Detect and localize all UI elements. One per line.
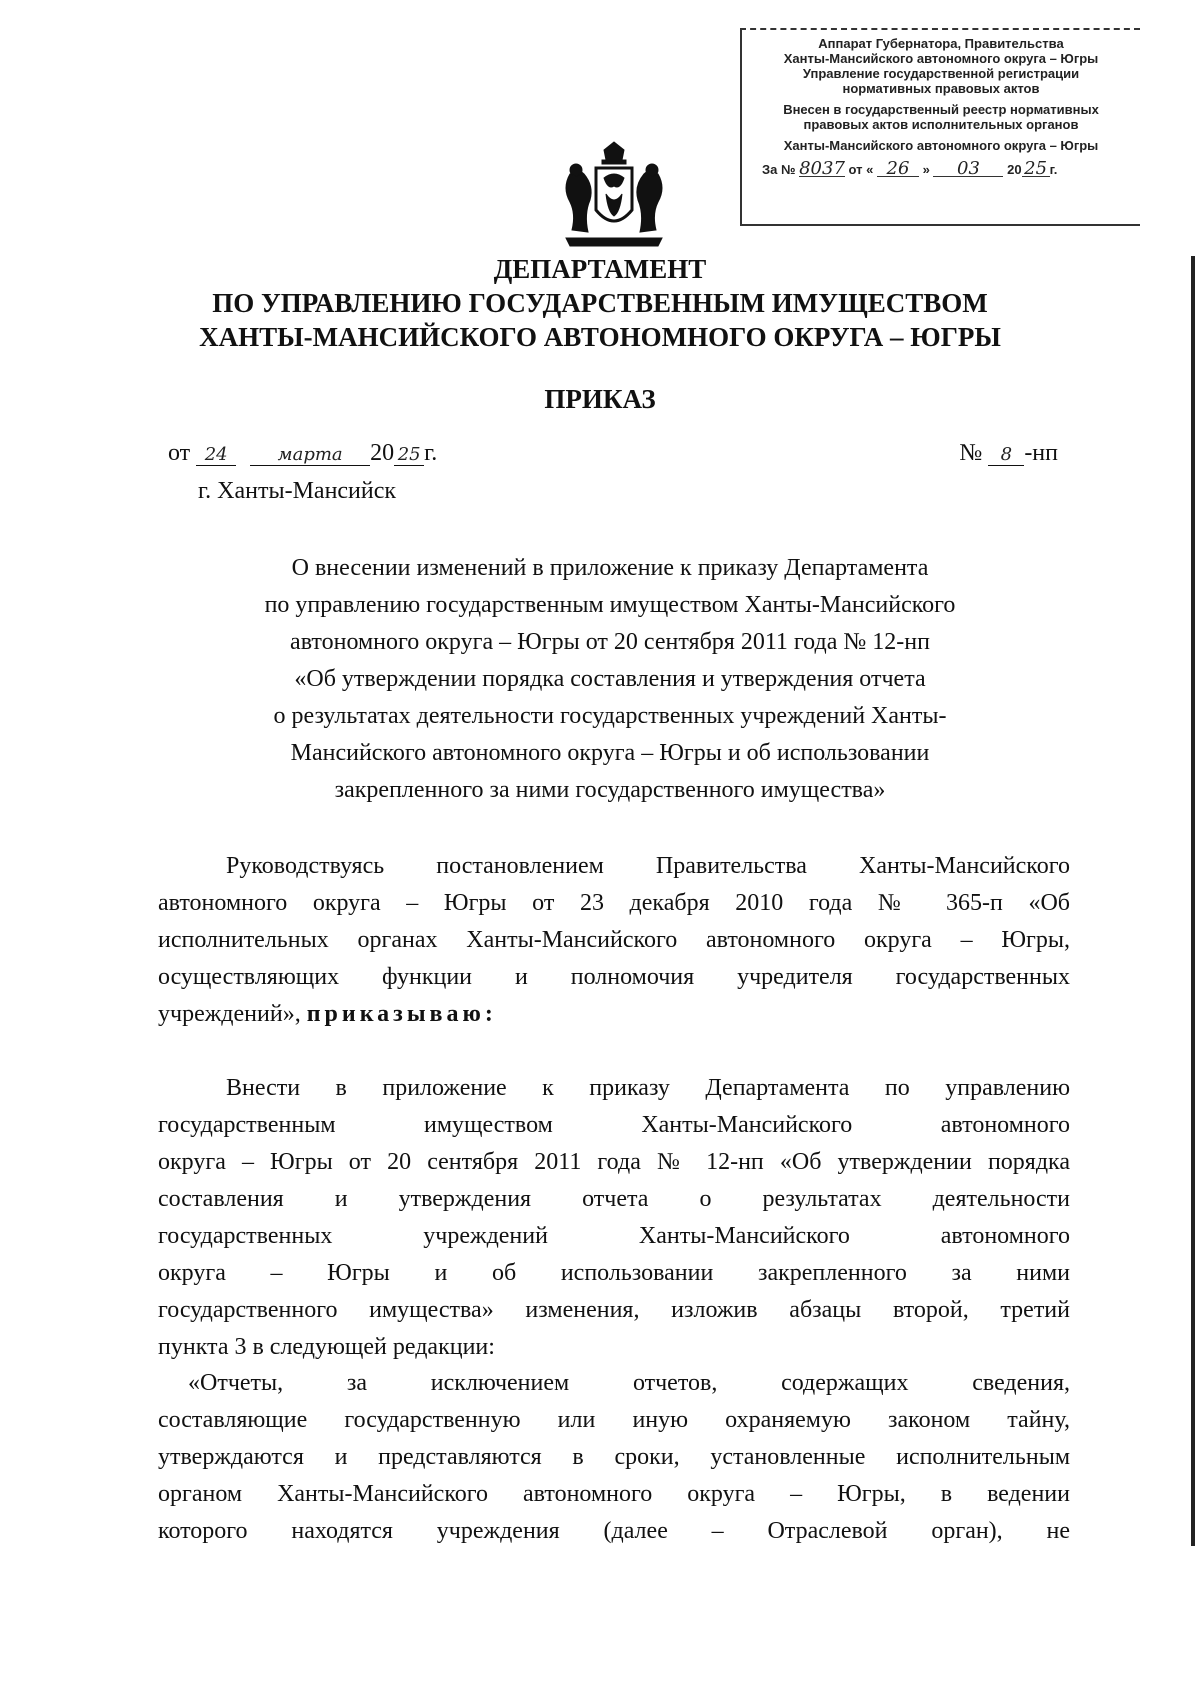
paragraph-line: составления и утверждения отчета о результатах деятельности	[158, 1186, 1070, 1212]
paragraph-basis	[158, 848, 1070, 1033]
subject-line: закрепленного за ними государственного имущества»	[334, 777, 886, 803]
paragraph-line: Руководствуясь постановлением Правительства Ханты-Мансийского	[226, 853, 1070, 879]
date-year-prefix: 20	[370, 440, 395, 466]
paragraph-line: которого находятся учреждения (далее – Отраслевой орган), не	[158, 1518, 1070, 1544]
paragraph-line: государственных учреждений Ханты-Мансийского автономного	[158, 1223, 1070, 1249]
department-title-line-1: ДЕПАРТАМЕНТ	[493, 254, 707, 284]
paragraph-line: автономного округа – Югры от 23 декабря 2010 года № 365-п «Об	[158, 890, 1070, 916]
stamp-line: Управление государственной регистрации	[802, 66, 1080, 81]
date-day: 24	[196, 444, 236, 466]
stamp-block-1	[746, 36, 1136, 96]
coat-of-arms-emblem	[558, 140, 670, 252]
order-date	[168, 440, 437, 467]
registration-stamp	[740, 28, 1140, 226]
stamp-reg-month: 03	[933, 161, 1003, 177]
date-year: 25	[394, 444, 424, 466]
number-suffix: -нп	[1024, 440, 1058, 466]
stamp-line: нормативных правовых актов	[842, 81, 1040, 96]
paragraph-line: Внести в приложение к приказу Департамента по управлению	[226, 1075, 1070, 1101]
paragraph-line: «Отчеты, за исключением отчетов, содержащих сведения,	[188, 1370, 1070, 1396]
subject-line: Мансийского автономного округа – Югры и об использовании	[290, 740, 930, 766]
paragraph-line: округа – Югры и об использовании закрепленного за ними	[158, 1260, 1070, 1286]
paragraph-text: учреждений»,	[158, 1001, 301, 1027]
order-word: приказываю:	[306, 1001, 497, 1027]
subject-line: по управлению государственным имуществом Ханты-Мансийского	[264, 592, 956, 618]
stamp-reg-year: 25	[1022, 161, 1050, 177]
date-year-suffix: г.	[424, 440, 438, 466]
paragraph-line: округа – Югры от 20 сентября 2011 года № 12-нп «Об утверждении порядка	[158, 1149, 1070, 1175]
document-type: ПРИКАЗ	[544, 384, 656, 414]
subject-line: о результатах деятельности государственных учреждений Ханты-	[273, 703, 947, 729]
paragraph-line: составляющие государственную или иную охраняемую законом тайну,	[158, 1407, 1070, 1433]
order-subject	[180, 550, 1040, 809]
subject-line: «Об утверждении порядка составления и утверждения отчета	[294, 666, 926, 692]
stamp-line: Ханты-Мансийского автономного округа – Югры	[783, 51, 1099, 66]
number-value: 8	[988, 444, 1024, 466]
paragraph-line: государственного имущества» изменения, изложив абзацы второй, третий	[158, 1297, 1070, 1323]
order-number	[959, 440, 1058, 467]
date-prefix: от	[168, 440, 191, 466]
subject-line: О внесении изменений в приложение к приказу Департамента	[291, 555, 929, 581]
subject-line: автономного округа – Югры от 20 сентября 2011 года № 12-нп	[290, 629, 930, 655]
paragraph-line	[158, 996, 1070, 1033]
stamp-line: Аппарат Губернатора, Правительства	[818, 36, 1064, 51]
number-prefix: №	[959, 440, 983, 466]
paragraph-line: органом Ханты-Мансийского автономного округа – Югры, в ведении	[158, 1481, 1070, 1507]
paragraph-line: государственным имуществом Ханты-Мансийского автономного	[158, 1112, 1070, 1138]
scan-edge-line	[1191, 256, 1195, 1546]
department-title-line-3: ХАНТЫ-МАНСИЙСКОГО АВТОНОМНОГО ОКРУГА – ЮГРЫ	[199, 322, 1001, 352]
stamp-reg-number: 8037	[799, 158, 845, 179]
paragraph-line: исполнительных органах Ханты-Мансийского автономного округа – Югры,	[158, 927, 1070, 953]
stamp-reg-from: от «	[848, 162, 874, 177]
paragraph-amendment	[158, 1070, 1070, 1366]
stamp-reg-prefix: За №	[762, 162, 796, 177]
paragraph-line: утверждаются и представляются в сроки, установленные исполнительным	[158, 1444, 1070, 1470]
stamp-reg-suffix: г.	[1049, 162, 1058, 177]
paragraph-line: осуществляющих функции и полномочия учредителя государственных	[158, 964, 1070, 990]
stamp-line: Ханты-Мансийского автономного округа – Югры	[783, 138, 1099, 153]
paragraph-new-wording	[158, 1365, 1070, 1550]
stamp-reg-day: 26	[877, 161, 919, 177]
stamp-line: правовых актов исполнительных органов	[803, 117, 1079, 132]
stamp-block-2	[746, 102, 1136, 132]
stamp-line: Внесен в государственный реестр нормативных	[783, 102, 1099, 117]
department-title-line-2: ПО УПРАВЛЕНИЮ ГОСУДАРСТВЕННЫМ ИМУЩЕСТВОМ	[212, 288, 988, 318]
order-city: г. Ханты-Мансийск	[198, 478, 397, 504]
stamp-reg-quote: »	[922, 162, 930, 177]
stamp-registration-line	[742, 158, 1140, 179]
paragraph-line: пункта 3 в следующей редакции:	[158, 1334, 495, 1360]
stamp-reg-year-prefix: 20	[1007, 162, 1022, 177]
date-month: марта	[250, 444, 370, 466]
